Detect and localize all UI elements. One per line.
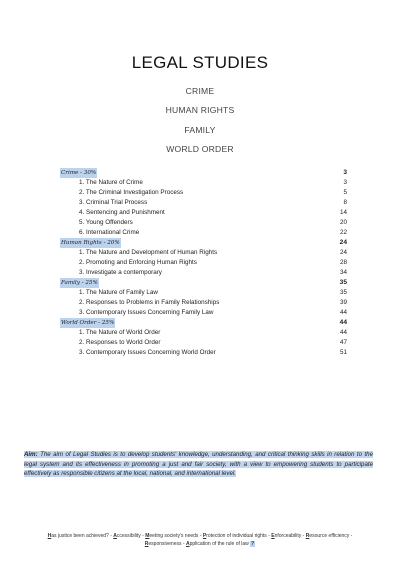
toc-entry[interactable]	[60, 258, 347, 268]
toc-entry[interactable]	[60, 288, 347, 298]
toc-section-label: Crime - 30%	[61, 170, 97, 176]
aim-statement	[24, 450, 373, 479]
toc-entry-label: 3. Contemporary Issues Concerning World Order	[79, 349, 216, 356]
toc-page-number: 39	[339, 299, 347, 306]
toc-entry[interactable]	[60, 308, 347, 318]
toc-section-label: Human Rights - 20%	[61, 240, 120, 246]
footer-initial: A	[113, 533, 117, 539]
toc-entry-label: 2. The Criminal Investigation Process	[79, 189, 184, 196]
toc-page-number: 35	[339, 289, 347, 296]
toc-entry[interactable]	[60, 228, 347, 238]
toc-entry-label: 2. Responses to World Order	[79, 339, 161, 346]
table-of-contents	[60, 168, 347, 358]
toc-page-number: 44	[339, 319, 347, 326]
document-title: LEGAL STUDIES	[131, 53, 269, 72]
toc-entry-label: 4. Sentencing and Punishment	[79, 209, 165, 216]
toc-page-number: 22	[339, 229, 347, 236]
toc-entry-label: 6. International Crime	[79, 229, 140, 236]
footer-initial: R	[305, 533, 310, 539]
toc-entry[interactable]	[60, 298, 347, 308]
footer-initial: M	[145, 533, 150, 539]
toc-section[interactable]	[60, 238, 347, 248]
footer-word: nforceability -	[274, 533, 306, 539]
toc-entry[interactable]	[60, 248, 347, 258]
toc-entry-label: 3. Contemporary Issues Concerning Family Law	[79, 309, 214, 316]
footer-initial: E	[271, 533, 275, 539]
toc-page-number: 44	[339, 329, 347, 336]
toc-entry-label: 1. The Nature of Family Law	[79, 289, 158, 296]
aim-label: Aim:	[24, 451, 38, 458]
toc-entry-label: 1. The Nature of World Order	[79, 329, 161, 336]
toc-page-number: 3	[343, 179, 347, 186]
toc-entry[interactable]	[60, 178, 347, 188]
toc-page-number: 47	[339, 339, 347, 346]
toc-page-number: 44	[339, 309, 347, 316]
footer-initial: R	[144, 541, 149, 547]
toc-section[interactable]	[60, 318, 347, 328]
toc-entry[interactable]	[60, 198, 347, 208]
toc-page-number: 35	[339, 279, 347, 286]
toc-entry-label: 3. Investigate a contemporary	[79, 269, 162, 276]
toc-page-number: 34	[339, 269, 347, 276]
toc-page-number: 20	[339, 219, 347, 226]
toc-section[interactable]	[60, 278, 347, 288]
footer-word: pplication of the rule of law	[189, 541, 251, 547]
toc-page-number: 28	[339, 259, 347, 266]
toc-page-number: 5	[343, 189, 347, 196]
toc-entry-label: 2. Promoting and Enforcing Human Rights	[79, 259, 197, 266]
toc-entry-label: 5. Young Offenders	[79, 219, 133, 226]
footer-word: esource efficiency -	[309, 533, 353, 539]
footer-word: as justice been achieved? -	[51, 533, 114, 539]
footer-question-tag: ?	[251, 541, 255, 547]
toc-section[interactable]	[60, 168, 347, 178]
toc-entry[interactable]	[60, 218, 347, 228]
toc-entry[interactable]	[60, 348, 347, 358]
toc-entry[interactable]	[60, 208, 347, 218]
footer-word: rotection of individual rights -	[206, 533, 272, 539]
aim-text: The aim of Legal Studies is to develop students' knowledge, understanding, and critical thinking skills in relation to the legal system and its effectiveness in promoting a just and fair society, with a view to empowering students to participate effectively as responsible citizens at the local, national, and international level.	[24, 451, 373, 477]
footer-word: eeting society's needs -	[149, 533, 203, 539]
topic-crime: CRIME	[185, 86, 215, 96]
footer-word: esponsiveness -	[148, 541, 186, 547]
toc-page-number: 24	[339, 239, 347, 246]
footer-word: ccessibility -	[116, 533, 146, 539]
toc-page-number: 51	[339, 349, 347, 356]
toc-section-label: Family - 25%	[61, 280, 98, 286]
toc-entry-label: 1. The Nature of Crime	[79, 179, 143, 186]
toc-page-number: 8	[343, 199, 347, 206]
toc-page-number: 14	[339, 209, 347, 216]
footer-criteria	[30, 532, 370, 548]
toc-entry-label: 3. Criminal Trial Process	[79, 199, 148, 206]
topic-world-order: WORLD ORDER	[166, 144, 234, 154]
toc-entry[interactable]	[60, 328, 347, 338]
toc-entry[interactable]	[60, 338, 347, 348]
toc-entry-label: 2. Responses to Problems in Family Relationships	[79, 299, 220, 306]
toc-section-label: World Order - 25%	[61, 320, 115, 326]
topic-family: FAMILY	[184, 125, 216, 135]
topic-human-rights: HUMAN RIGHTS	[165, 105, 235, 115]
footer-initial: A	[185, 541, 190, 547]
toc-page-number: 3	[343, 169, 347, 176]
toc-entry-label: 1. The Nature and Development of Human Rights	[79, 249, 218, 256]
toc-entry[interactable]	[60, 188, 347, 198]
footer-initial: H	[47, 533, 52, 539]
toc-page-number: 24	[339, 249, 347, 256]
toc-entry[interactable]	[60, 268, 347, 278]
footer-initial: P	[202, 533, 207, 539]
